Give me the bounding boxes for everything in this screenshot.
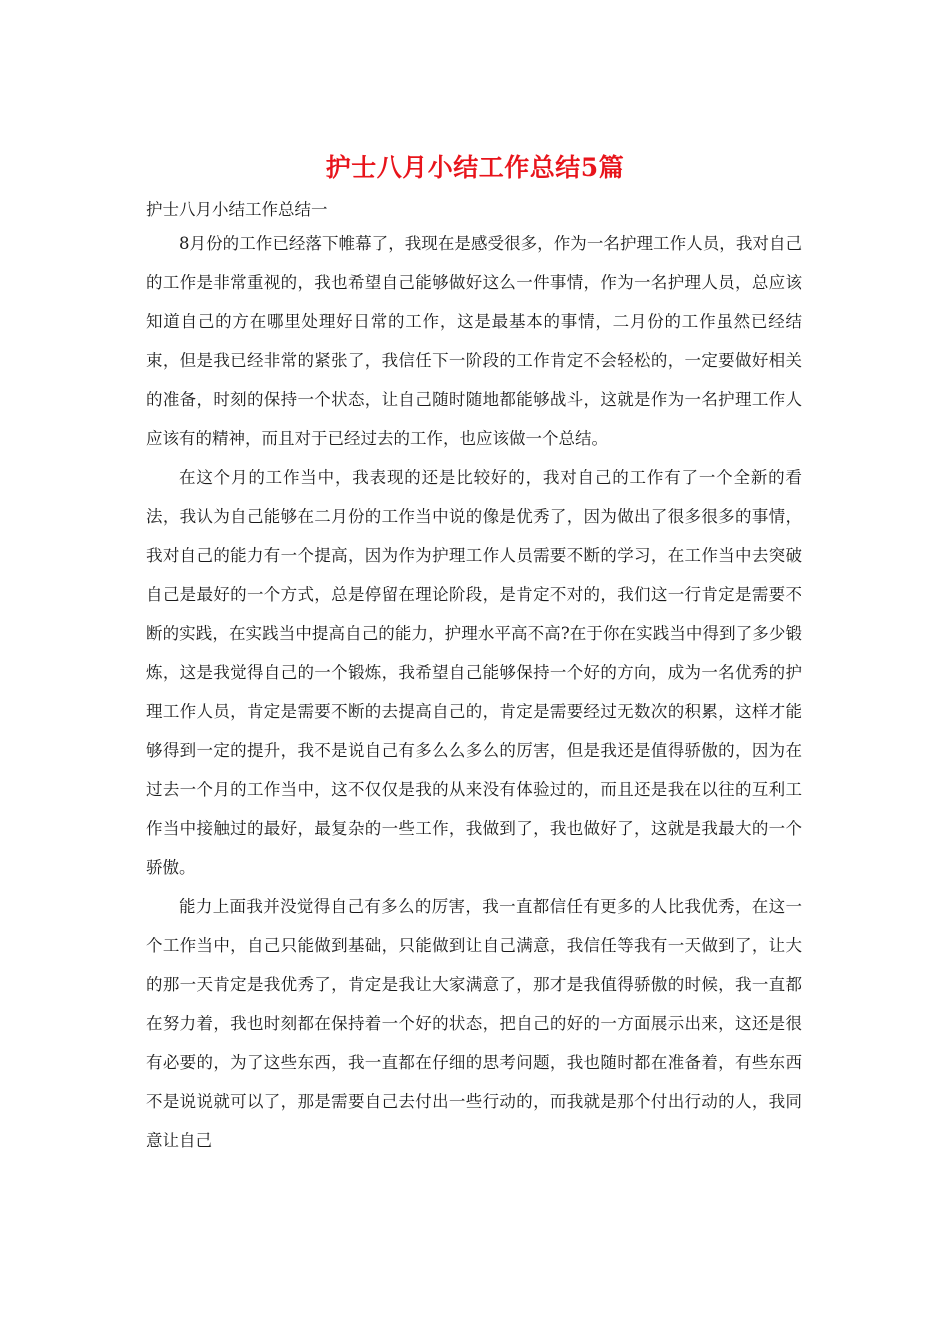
- paragraph: 能力上面我并没觉得自己有多么的厉害，我一直都信任有更多的人比我优秀，在这一个工作当中，自己只能做到基础，只能做到让自己满意，我信任等我有一天做到了，让大的那一天肯定是我优秀了，肯定是我让大家满意了，那才是我值得骄傲的时候，我一直都在努力着，我也时刻都在保持着一个好的状态，把自己的好的一方面展示出来，这还是很有必要的，为了这些东西，我一直都在仔细的思考问题，我也随时都在准备着，有些东西不是说说就可以了，那是需要自己去付出一些行动的，而我就是那个付出行动的人，我同意让自己: [146, 897, 802, 1150]
- paragraph: 8月份的工作已经落下帷幕了，我现在是感受很多，作为一名护理工作人员，我对自己的工作是非常重视的，我也希望自己能够做好这么一件事情，作为一名护理人员，总应该知道自己的方在哪里处理好日常的工作，这是最基本的事情，二月份的工作虽然已经结束，但是我已经非常的紧张了，我信任下一阶段的工作肯定不会轻松的，一定要做好相关的准备，时刻的保持一个状态，让自己随时随地都能够战斗，这就是作为一名护理工作人应该有的精神，而且对于已经过去的工作，也应该做一个总结。: [146, 234, 802, 448]
- document-title: 护士八月小结工作总结5篇: [325, 153, 625, 182]
- paragraph: 在这个月的工作当中，我表现的还是比较好的，我对自己的工作有了一个全新的看法，我认为自己能够在二月份的工作当中说的像是优秀了，因为做出了很多很多的事情，我对自己的能力有一个提高，因为作为护理工作人员需要不断的学习，在工作当中去突破自己是最好的一个方式，总是停留在理论阶段，是肯定不对的，我们这一行肯定是需要不断的实践，在实践当中提高自己的能力，护理水平高不高?在于你在实践当中得到了多少锻炼，这是我觉得自己的一个锻炼，我希望自己能够保持一个好的方向，成为一名优秀的护理工作人员，肯定是需要不断的去提高自己的，肯定是需要经过无数次的积累，这样才能够得到一定的提升，我不是说自己有多么么多么的厉害，但是我还是值得骄傲的，因为在过去一个月的工作当中，这不仅仅是我的从来没有体验过的，而且还是我在以往的互利工作当中接触过的最好，最复杂的一些工作，我做到了，我也做好了，这就是我最大的一个骄傲。: [146, 468, 802, 877]
- document-body: [146, 224, 802, 1160]
- section-heading: 护士八月小结工作总结一: [146, 200, 328, 219]
